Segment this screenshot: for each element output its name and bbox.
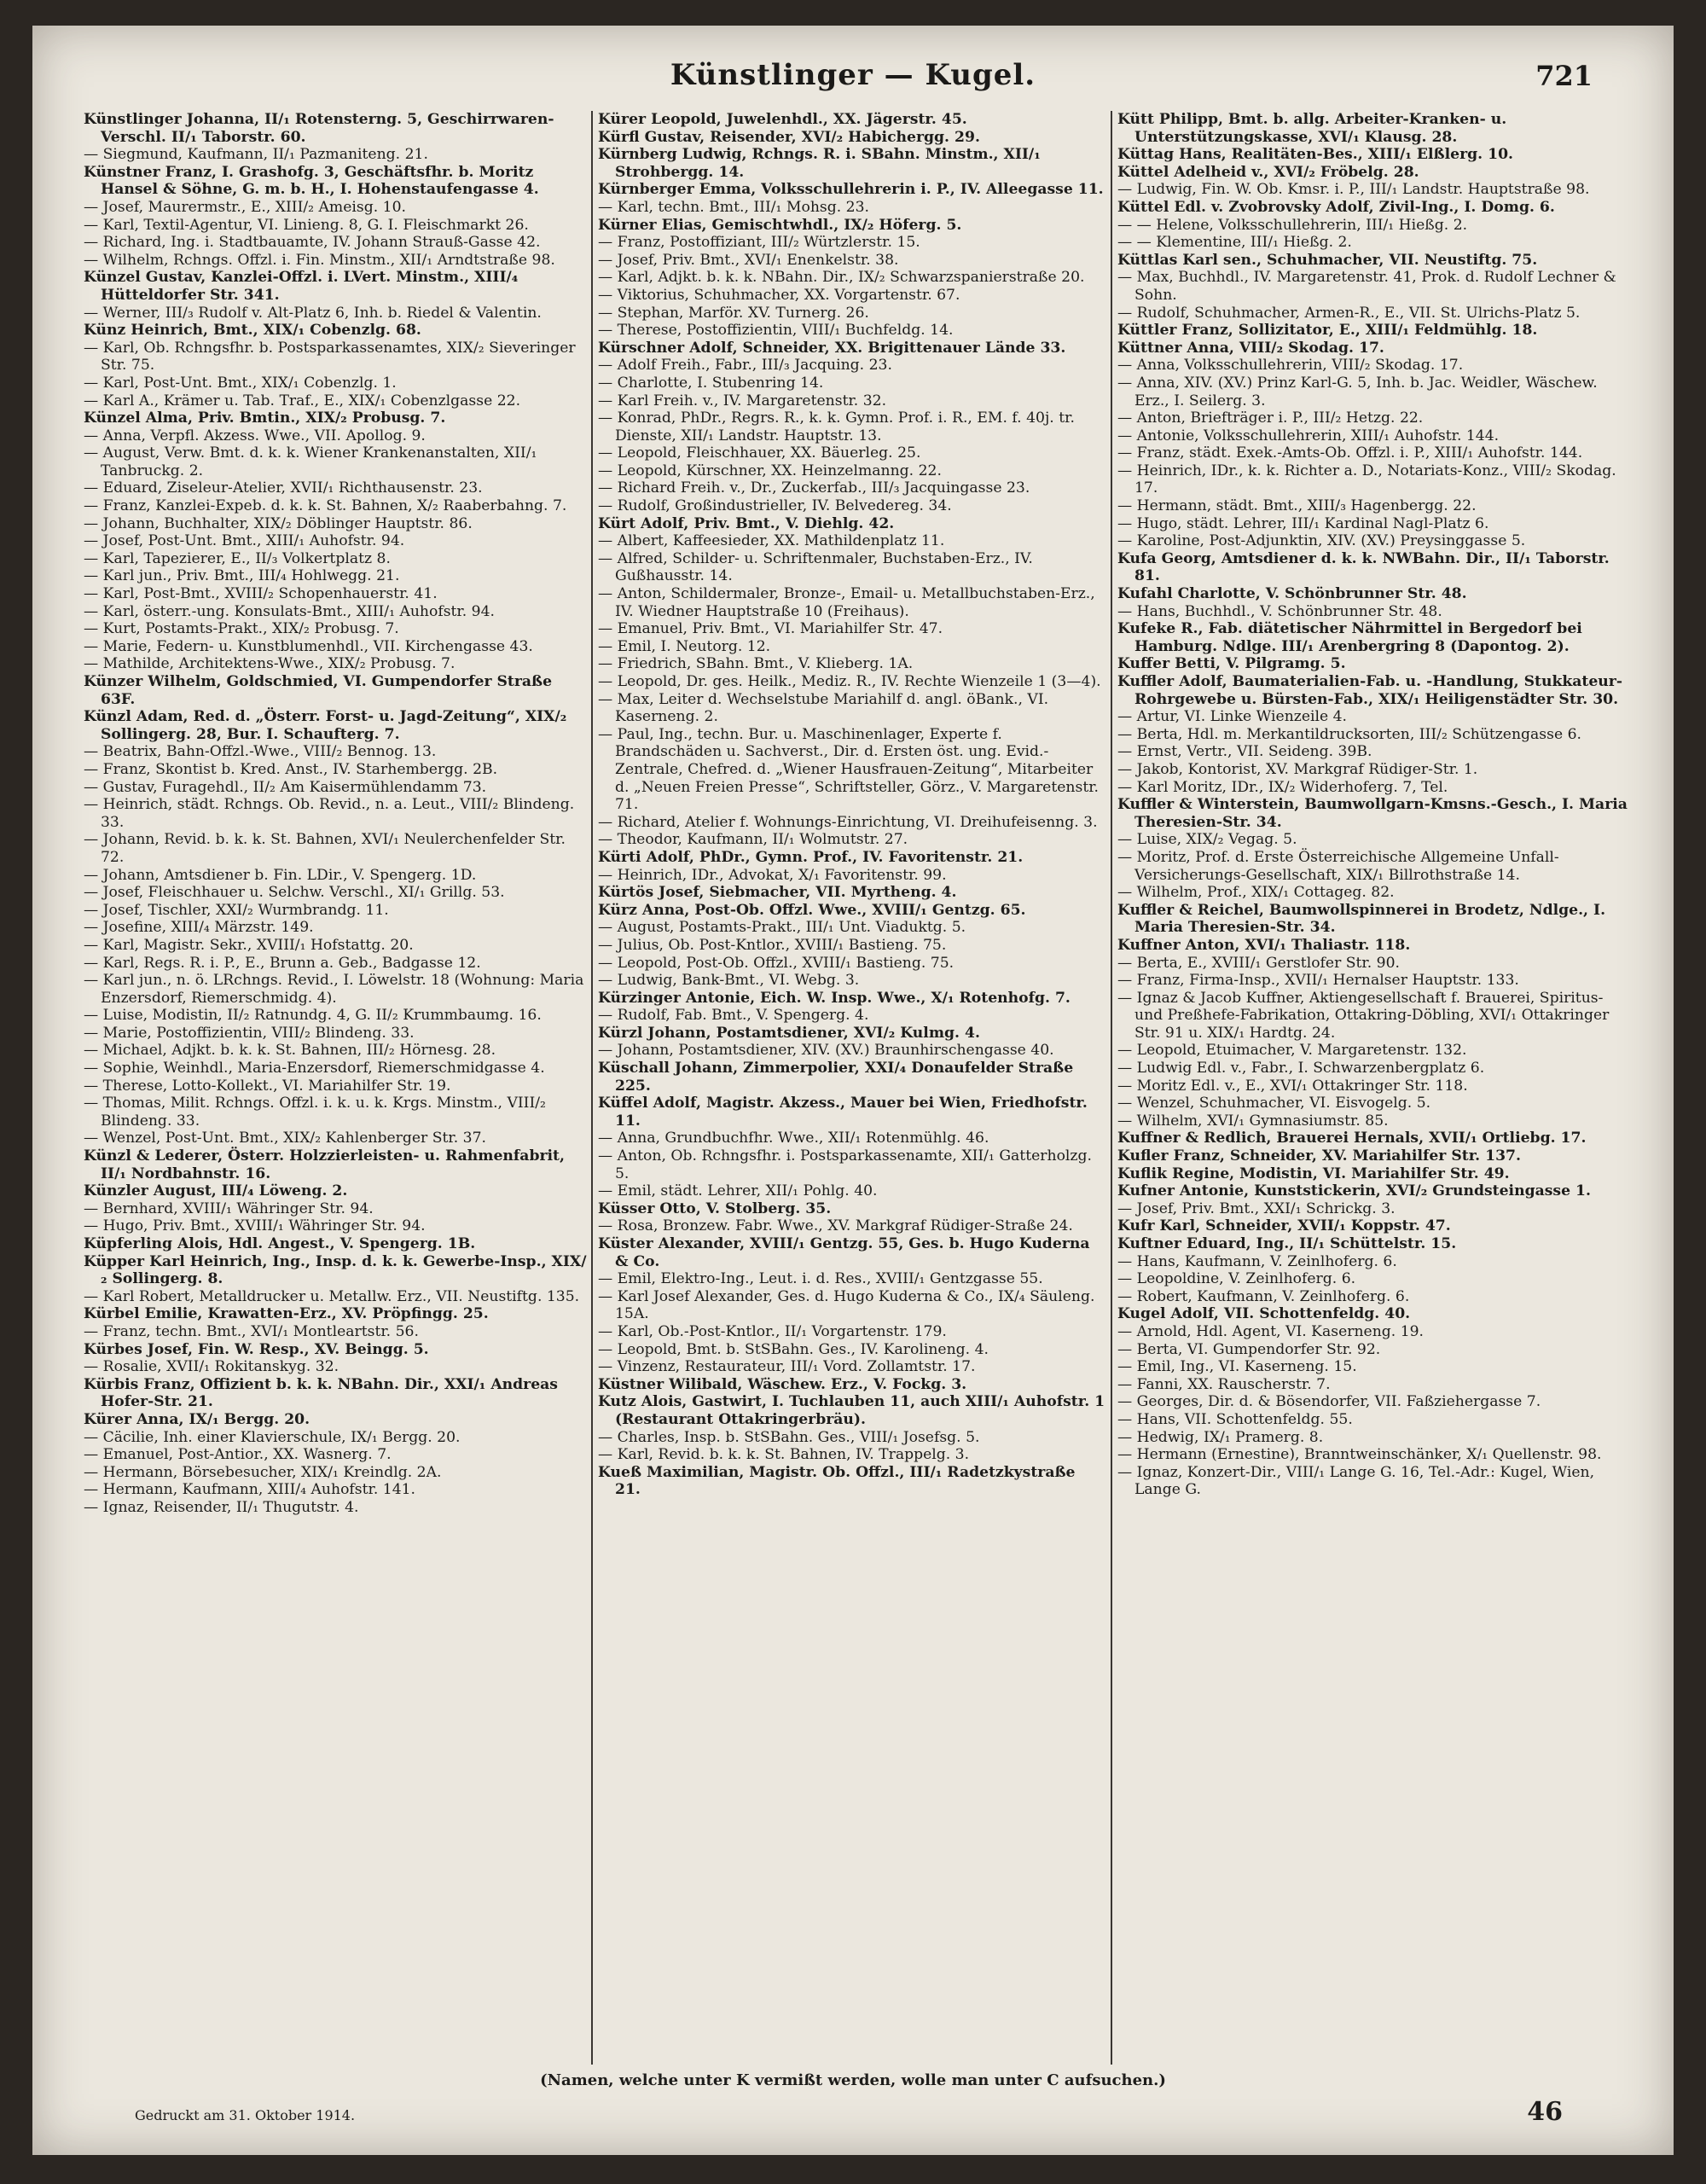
directory-entry-head: Kürti Adolf, PhDr., Gymn. Prof., IV. Favoritenstr. 21.: [598, 848, 1024, 866]
directory-entry-head: Kuffler & Reichel, Baumwollspinnerei in Brodetz, Ndlge., I. Maria Theresien-Str. 34.: [1117, 901, 1606, 937]
directory-entry: — Mathilde, Architektens-Wwe., XIX/₂ Probusg. 7.: [84, 655, 456, 673]
directory-entry: — Therese, Postoffizientin, VIII/₁ Buchfeldg. 14.: [598, 322, 954, 340]
directory-entry: — Ludwig, Bank-Bmt., VI. Webg. 3.: [598, 972, 860, 990]
directory-entry: — Karl, Revid. b. k. k. St. Bahnen, IV. Trappelg. 3.: [598, 1446, 970, 1464]
directory-entry: — Emanuel, Priv. Bmt., VI. Mariahilfer Str. 47.: [598, 620, 943, 638]
directory-entry: — Marie, Federn- u. Kunstblumenhdl., VII. Kirchengasse 43.: [84, 637, 533, 655]
directory-entry: — Max, Buchhdl., IV. Margaretenstr. 41, Prok. d. Rudolf Lechner & Sohn.: [1117, 269, 1616, 304]
directory-entry: — Siegmund, Kaufmann, II/₁ Pazmaniteng. 21.: [84, 146, 428, 164]
directory-entry: — Eduard, Ziseleur-Atelier, XVII/₁ Richthausenstr. 23.: [84, 479, 483, 497]
directory-entry: — Heinrich, IDr., Advokat, X/₁ Favoritenstr. 99.: [598, 866, 947, 884]
directory-entry: — Wilhelm, Prof., XIX/₁ Cottageg. 82.: [1117, 884, 1395, 902]
directory-entry: — Emil, I. Neutorg. 12.: [598, 637, 771, 655]
directory-entry: — Charles, Insp. b. StSBahn. Ges., VIII/₁ Josefsg. 5.: [598, 1428, 980, 1446]
directory-entry-head: Küffel Adolf, Magistr. Akzess., Mauer bei Wien, Friedhofstr. 11.: [598, 1095, 1088, 1130]
directory-entry: — Karl, Post-Unt. Bmt., XIX/₁ Cobenzlg. 1.: [84, 374, 397, 392]
directory-entry-head: Kufa Georg, Amtsdiener d. k. k. NWBahn. Dir., II/₁ Taborstr. 81.: [1117, 549, 1610, 585]
directory-entry: — Karl, techn. Bmt., III/₁ Mohsg. 23.: [598, 198, 869, 216]
directory-entry: — Karl, Textil-Agentur, VI. Linieng. 8, G. I. Fleischmarkt 26.: [84, 216, 529, 234]
directory-entry-head: Küttlas Karl sen., Schuhmacher, VII. Neustiftg. 75.: [1117, 251, 1538, 269]
directory-entry-head: Küster Alexander, XVIII/₁ Gentzg. 55, Ges. b. Hugo Kuderna & Co.: [598, 1235, 1090, 1270]
directory-entry: — Josefine, XIII/₄ Märzstr. 149.: [84, 919, 314, 937]
directory-entry: — — Helene, Volksschullehrerin, III/₁ Hießg. 2.: [1117, 216, 1468, 234]
directory-entry: — Franz, techn. Bmt., XVI/₁ Montleartstr. 56.: [84, 1322, 419, 1340]
directory-entry-head: Künstner Franz, I. Grashofg. 3, Geschäftsfhr. b. Moritz Hansel & Söhne, G. m. b. H., I. Hohenstaufengasse 4.: [84, 163, 539, 199]
footer-note: (Namen, welche unter K vermißt werden, wolle man unter C aufsuchen.): [540, 2071, 1166, 2089]
directory-entry: — Karl, österr.-ung. Konsulats-Bmt., XIII/₁ Auhofstr. 94.: [84, 602, 496, 620]
directory-entry: — Luise, Modistin, II/₂ Ratnundg. 4, G. II/₂ Krummbaumg. 16.: [84, 1007, 542, 1025]
directory-entry-head: Küttler Franz, Sollizitator, E., XIII/₁ Feldmühlg. 18.: [1117, 322, 1538, 340]
directory-entry-head: Kürer Anna, IX/₁ Bergg. 20.: [84, 1410, 310, 1428]
directory-entry-head: Kufr Karl, Schneider, XVII/₁ Koppstr. 47.: [1117, 1217, 1451, 1235]
directory-entry-head: Küsser Otto, V. Stolberg. 35.: [598, 1199, 832, 1217]
directory-entry: — Sophie, Weinhdl., Maria-Enzersdorf, Riemerschmidgasse 4.: [84, 1060, 545, 1077]
directory-entry: — Karl A., Krämer u. Tab. Traf., E., XIX/₁ Cobenzlgasse 22.: [84, 392, 521, 410]
directory-entry: — Thomas, Milit. Rchngs. Offzl. i. k. u. k. Krgs. Minstm., VIII/₂ Blindeng. 33.: [84, 1095, 546, 1130]
directory-entry: — Franz, Postoffiziant, III/₂ Würtzlerstr. 15.: [598, 234, 920, 252]
directory-entry: — Friedrich, SBahn. Bmt., V. Klieberg. 1A.: [598, 655, 914, 673]
directory-entry-head: Künzel Gustav, Kanzlei-Offzl. i. LVert. Minstm., XIII/₄ Hütteldorfer Str. 341.: [84, 269, 519, 304]
directory-entry: — Karoline, Post-Adjunktin, XIV. (XV.) Preysinggasse 5.: [1117, 532, 1526, 550]
directory-entry-head: Küttel Adelheid v., XVI/₂ Fröbelg. 28.: [1117, 163, 1419, 181]
directory-entry: — Julius, Ob. Post-Kntlor., XVIII/₁ Bastieng. 75.: [598, 936, 947, 954]
directory-entry: — Max, Leiter d. Wechselstube Mariahilf d. angl. öBank., VI. Kaserneng. 2.: [598, 690, 1049, 726]
directory-entry: — Emil, städt. Lehrer, XII/₁ Pohlg. 40.: [598, 1182, 878, 1200]
directory-entry: — Karl, Post-Bmt., XVIII/₂ Schopenhauerstr. 41.: [84, 585, 438, 603]
directory-entry-head: Küpferling Alois, Hdl. Angest., V. Spengerg. 1B.: [84, 1235, 476, 1252]
directory-entry-head: Künzel Alma, Priv. Bmtin., XIX/₂ Probusg. 7.: [84, 410, 446, 427]
directory-entry: — Johann, Postamtsdiener, XIV. (XV.) Braunhirschengasse 40.: [598, 1042, 1054, 1060]
directory-entry: — Rudolf, Fab. Bmt., V. Spengerg. 4.: [598, 1007, 869, 1025]
directory-entry: — Anton, Briefträger i. P., III/₂ Hetzg. 22.: [1117, 410, 1424, 427]
directory-entry: — Johann, Revid. b. k. k. St. Bahnen, XVI/₁ Neulerchenfelder Str. 72.: [84, 831, 566, 866]
directory-entry: — Georges, Dir. d. & Bösendorfer, VII. Faßziehergasse 7.: [1117, 1393, 1541, 1411]
directory-entry: — August, Verw. Bmt. d. k. k. Wiener Krankenanstalten, XII/₁ Tanbruckg. 2.: [84, 444, 537, 479]
directory-entry: — Franz, Skontist b. Kred. Anst., IV. Starhembergg. 2B.: [84, 760, 498, 778]
directory-entry: — Ludwig Edl. v., Fabr., I. Schwarzenbergplatz 6.: [1117, 1060, 1485, 1077]
directory-entry-head: Küstner Wilibald, Wäschew. Erz., V. Fockg. 3.: [598, 1375, 967, 1393]
directory-entry: — Moritz, Prof. d. Erste Österreichische Allgemeine Unfall-Versicherungs-Gesellschaft, XIX/₁ Billrothstraße 14.: [1117, 848, 1559, 884]
directory-entry: — Johann, Amtsdiener b. Fin. LDir., V. Spengerg. 1D.: [84, 866, 477, 884]
directory-entry: — Leopold, Kürschner, XX. Heinzelmanng. 22.: [598, 462, 942, 479]
directory-entry: — Rosalie, XVII/₁ Rokitanskyg. 32.: [84, 1358, 339, 1376]
directory-entry: — Viktorius, Schuhmacher, XX. Vorgartenstr. 67.: [598, 286, 960, 304]
directory-entry: — Hermann, städt. Bmt., XIII/₃ Hagenbergg. 22.: [1117, 497, 1477, 515]
print-date: Gedruckt am 31. Oktober 1914.: [135, 2107, 356, 2123]
directory-entry: — Artur, VI. Linke Wienzeile 4.: [1117, 708, 1348, 726]
directory-entry: — Anna, XIV. (XV.) Prinz Karl-G. 5, Inh. b. Jac. Weidler, Wäschew. Erz., I. Seilerg. 3.: [1117, 374, 1598, 410]
directory-entry-head: Kürz Anna, Post-Ob. Offzl. Wwe., XVIII/₁ Gentzg. 65.: [598, 901, 1026, 919]
directory-entry: — Wilhelm, Rchngs. Offzl. i. Fin. Minstm., XII/₁ Arndtstraße 98.: [84, 251, 555, 269]
directory-entry: — Anton, Ob. Rchngsfhr. i. Postsparkassenamte, XII/₁ Gatterholzg. 5.: [598, 1147, 1092, 1182]
directory-entry: — Hans, Kaufmann, V. Zeinlhoferg. 6.: [1117, 1252, 1397, 1270]
directory-entry: — Karl, Regs. R. i. P., E., Brunn a. Geb., Badgasse 12.: [84, 954, 481, 972]
directory-entry: — Charlotte, I. Stubenring 14.: [598, 374, 824, 392]
page-title: Künstlinger — Kugel.: [670, 58, 1036, 92]
directory-entry: — Rudolf, Großindustrieller, IV. Belvedereg. 34.: [598, 497, 952, 515]
directory-entry: — Albert, Kaffeesieder, XX. Mathildenplatz 11.: [598, 532, 945, 550]
directory-entry: — Ignaz, Reisender, II/₁ Thugutstr. 4.: [84, 1498, 359, 1516]
directory-entry-head: Kürbis Franz, Offizient b. k. k. NBahn. Dir., XXI/₁ Andreas Hofer-Str. 21.: [84, 1375, 558, 1411]
directory-entry: — Karl, Ob.-Post-Kntlor., II/₁ Vorgartenstr. 179.: [598, 1322, 947, 1340]
directory-entry: — Berta, VI. Gumpendorfer Str. 92.: [1117, 1340, 1381, 1358]
directory-entry: — Leopoldine, V. Zeinlhoferg. 6.: [1117, 1270, 1356, 1288]
directory-entry-head: Kuflik Regine, Modistin, VI. Mariahilfer Str. 49.: [1117, 1165, 1510, 1182]
directory-entry: — Leopold, Dr. ges. Heilk., Mediz. R., IV. Rechte Wienzeile 1 (3—4).: [598, 673, 1101, 690]
directory-entry: — Anna, Grundbuchfhr. Wwe., XII/₁ Rotenmühlg. 46.: [598, 1130, 989, 1147]
directory-entry: — Johann, Buchhalter, XIX/₂ Döblinger Hauptstr. 86.: [84, 514, 473, 532]
directory-entry-head: Kürt Adolf, Priv. Bmt., V. Diehlg. 42.: [598, 514, 895, 532]
directory-entry-head: Kürnberg Ludwig, Rchngs. R. i. SBahn. Minstm., XII/₁ Strohbergg. 14.: [598, 146, 1041, 181]
directory-entry: — Kurt, Postamts-Prakt., XIX/₂ Probusg. 7.: [84, 620, 399, 638]
sheet-number: 46: [1527, 2097, 1563, 2127]
directory-entry-head: Küschall Johann, Zimmerpolier, XXI/₄ Donaufelder Straße 225.: [598, 1060, 1074, 1095]
directory-entry-head: Küttner Anna, VIII/₂ Skodag. 17.: [1117, 339, 1384, 357]
directory-entry: — Marie, Postoffizientin, VIII/₂ Blindeng. 33.: [84, 1024, 415, 1042]
directory-entry: — Josef, Fleischhauer u. Selchw. Verschl., XI/₁ Grillg. 53.: [84, 884, 505, 902]
directory-entry: — Richard, Atelier f. Wohnungs-Einrichtung, VI. Dreihufeisenng. 3.: [598, 813, 1098, 831]
directory-entry: — Gustav, Furagehdl., II/₂ Am Kaisermühlendamm 73.: [84, 778, 487, 796]
directory-entry: — Karl, Tapezierer, E., II/₃ Volkertplatz 8.: [84, 549, 391, 567]
directory-entry: — Arnold, Hdl. Agent, VI. Kaserneng. 19.: [1117, 1322, 1425, 1340]
directory-entry: — Karl, Adjkt. b. k. k. NBahn. Dir., IX/₂ Schwarzspanierstraße 20.: [598, 269, 1085, 287]
directory-entry-head: Kuffer Betti, V. Pilgramg. 5.: [1117, 655, 1346, 673]
directory-entry: — Hermann (Ernestine), Branntweinschänker, X/₁ Quellenstr. 98.: [1117, 1446, 1602, 1464]
directory-entry: — Paul, Ing., techn. Bur. u. Maschinenlager, Experte f. Brandschäden u. Sachverst., Dir. d. Ersten öst. ung. Evid.-Zentrale, Chefred. d. „Wiener Hausfrauen-Zeitung“, Mitarbeiter d. „Neuen Freien Presse“, Schriftsteller, Görz., V. Margaretenstr. 71.: [598, 725, 1100, 814]
directory-entry: — Theodor, Kaufmann, II/₁ Wolmutstr. 27.: [598, 831, 908, 849]
directory-entry-head: Kufler Franz, Schneider, XV. Mariahilfer Str. 137.: [1117, 1147, 1521, 1165]
directory-entry: — Heinrich, städt. Rchngs. Ob. Revid., n. a. Leut., VIII/₂ Blindeng. 33.: [84, 796, 575, 831]
directory-entry-head: Küttag Hans, Realitäten-Bes., XIII/₁ Elßlerg. 10.: [1117, 146, 1514, 164]
directory-entry-head: Kürfl Gustav, Reisender, XVI/₂ Habichergg. 29.: [598, 128, 980, 146]
column-middle: [598, 111, 1105, 2065]
directory-entry: — Richard, Ing. i. Stadtbauamte, IV. Johann Strauß-Gasse 42.: [84, 234, 541, 252]
directory-entry: — Richard Freih. v., Dr., Zuckerfab., III/₃ Jacquingasse 23.: [598, 479, 1030, 497]
directory-entry-head: Kugel Adolf, VII. Schottenfeldg. 40.: [1117, 1305, 1411, 1323]
directory-entry: — Emil, Ing., VI. Kaserneng. 15.: [1117, 1358, 1357, 1376]
directory-entry: — Berta, E., XVIII/₁ Gerstlofer Str. 90.: [1117, 954, 1401, 972]
directory-entry: — Josef, Tischler, XXI/₂ Wurmbrandg. 11.: [84, 901, 389, 919]
directory-entry: — Fanni, XX. Rauscherstr. 7.: [1117, 1375, 1331, 1393]
directory-entry: — Hermann, Börsebesucher, XIX/₁ Kreindlg. 2A.: [84, 1463, 442, 1481]
directory-entry: — Karl Josef Alexander, Ges. d. Hugo Kuderna & Co., IX/₄ Säuleng. 15A.: [598, 1287, 1095, 1323]
directory-entry: — Karl jun., Priv. Bmt., III/₄ Hohlwegg. 21.: [84, 567, 400, 585]
directory-entry: — — Klementine, III/₁ Hießg. 2.: [1117, 234, 1352, 252]
directory-entry: — Hedwig, IX/₁ Pramerg. 8.: [1117, 1428, 1324, 1446]
directory-entry: — Karl, Magistr. Sekr., XVIII/₁ Hofstattg. 20.: [84, 936, 414, 954]
directory-entry-head: Künstlinger Johanna, II/₁ Rotensterng. 5, Geschirrwaren-Verschl. II/₁ Taborstr. 60.: [84, 111, 554, 146]
directory-entry-head: Künzl & Lederer, Österr. Holzzierleisten- u. Rahmenfabrit, II/₁ Nordbahnstr. 16.: [84, 1147, 565, 1182]
directory-entry: — Berta, Hdl. m. Merkantildrucksorten, III/₂ Schützengasse 6.: [1117, 725, 1581, 743]
directory-entry: — Alfred, Schilder- u. Schriftenmaler, Buchstaben-Erz., IV. Gußhausstr. 14.: [598, 549, 1033, 585]
directory-entry: — Ludwig, Fin. W. Ob. Kmsr. i. P., III/₁ Landstr. Hauptstraße 98.: [1117, 181, 1590, 199]
directory-entry: — Michael, Adjkt. b. k. k. St. Bahnen, III/₂ Hörnesg. 28.: [84, 1042, 496, 1060]
directory-entry: — Anna, Volksschullehrerin, VIII/₂ Skodag. 17.: [1117, 357, 1464, 375]
directory-entry: — Anna, Verpfl. Akzess. Wwe., VII. Apollog. 9.: [84, 427, 426, 444]
directory-entry-head: Küpper Karl Heinrich, Ing., Insp. d. k. k. Gewerbe-Insp., XIX/₂ Sollingerg. 8.: [84, 1252, 587, 1288]
directory-entry-head: Kütt Philipp, Bmt. b. allg. Arbeiter-Kranken- u. Unterstützungskasse, XVI/₁ Klausg. 28.: [1117, 111, 1507, 146]
directory-entry: — Rosa, Bronzew. Fabr. Wwe., XV. Markgraf Rüdiger-Straße 24.: [598, 1217, 1073, 1235]
directory-entry: — Wilhelm, XVI/₁ Gymnasiumstr. 85.: [1117, 1112, 1389, 1130]
directory-entry: — Luise, XIX/₂ Vegag. 5.: [1117, 831, 1297, 849]
directory-entry: — Cäcilie, Inh. einer Klavierschule, IX/₁ Bergg. 20.: [84, 1428, 461, 1446]
directory-entry: — Franz, Firma-Insp., XVII/₁ Hernalser Hauptstr. 133.: [1117, 972, 1519, 990]
directory-entry-head: Kürnberger Emma, Volksschullehrerin i. P., IV. Alleegasse 11.: [598, 181, 1104, 199]
directory-entry: — Josef, Maurermstr., E., XIII/₂ Ameisg. 10.: [84, 198, 406, 216]
directory-entry-head: Kuftner Eduard, Ing., II/₁ Schüttelstr. 15.: [1117, 1235, 1457, 1252]
directory-entry-head: Kürbes Josef, Fin. W. Resp., XV. Beingg. 5.: [84, 1340, 429, 1358]
page-number: 721: [1535, 60, 1593, 92]
directory-entry: — Karl Moritz, IDr., IX/₂ Widerhoferg. 7, Tel.: [1117, 778, 1448, 796]
directory-entry-head: Kürtös Josef, Siebmacher, VII. Myrtheng. 4.: [598, 884, 957, 902]
directory-entry-head: Kürschner Adolf, Schneider, XX. Brigittenauer Lände 33.: [598, 339, 1066, 357]
directory-entry: — Werner, III/₃ Rudolf v. Alt-Platz 6, Inh. b. Riedel & Valentin.: [84, 304, 542, 322]
directory-entry: — Emanuel, Post-Antior., XX. Wasnerg. 7.: [84, 1446, 392, 1464]
directory-entry-head: Kürzinger Antonie, Eich. W. Insp. Wwe., X/₁ Rotenhofg. 7.: [598, 989, 1071, 1007]
directory-entry: — Josef, Priv. Bmt., XVI/₁ Enenkelstr. 38.: [598, 251, 899, 269]
directory-entry: — Konrad, PhDr., Regrs. R., k. k. Gymn. Prof. i. R., EM. f. 40j. tr. Dienste, XII/₁ Landstr. Hauptstr. 13.: [598, 410, 1075, 444]
directory-entry: — Wenzel, Post-Unt. Bmt., XIX/₂ Kahlenberger Str. 37.: [84, 1130, 486, 1147]
directory-entry: — Hermann, Kaufmann, XIII/₄ Auhofstr. 141.: [84, 1481, 416, 1499]
directory-entry: — Robert, Kaufmann, V. Zeinlhoferg. 6.: [1117, 1287, 1410, 1305]
directory-entry: — Karl Freih. v., IV. Margaretenstr. 32.: [598, 392, 887, 410]
directory-entry-head: Kuffler Adolf, Baumaterialien-Fab. u. -Handlung, Stukkateur-Rohrgewebe u. Bürsten-Fab., XIX/₁ Heiligenstädter Str. 30.: [1117, 673, 1622, 708]
directory-entry: — Bernhard, XVIII/₁ Währinger Str. 94.: [84, 1199, 374, 1217]
directory-entry-head: Kufeke R., Fab. diätetischer Nährmittel in Bergedorf bei Hamburg. Ndlge. III/₁ Arenbergring 8 (Dapontog. 2).: [1117, 620, 1582, 655]
column-left: [84, 111, 587, 2065]
directory-entry-head: Küttel Edl. v. Zvobrovsky Adolf, Zivil-Ing., I. Domg. 6.: [1117, 198, 1555, 216]
directory-entry: — Stephan, Marför. XV. Turnerg. 26.: [598, 304, 869, 322]
directory-page: [32, 26, 1674, 2155]
directory-entry: — Karl jun., n. ö. LRchngs. Revid., I. Löwelstr. 18 (Wohnung: Maria Enzersdorf, Riemerschmidg. 4).: [84, 972, 584, 1007]
directory-entry: — Karl Robert, Metalldrucker u. Metallw. Erz., VII. Neustiftg. 135.: [84, 1287, 580, 1305]
directory-entry: — Karl, Ob. Rchngsfhr. b. Postsparkassenamtes, XIX/₂ Sieveringer Str. 75.: [84, 339, 576, 375]
directory-entry: — Adolf Freih., Fabr., III/₃ Jacquing. 23.: [598, 357, 892, 375]
directory-entry: — Jakob, Kontorist, XV. Markgraf Rüdiger-Str. 1.: [1117, 760, 1478, 778]
directory-entry: — Vinzenz, Restaurateur, III/₁ Vord. Zollamtstr. 17.: [598, 1358, 976, 1376]
directory-entry: — Anton, Schildermaler, Bronze-, Email- u. Metallbuchstaben-Erz., IV. Wiedner Hauptstraße 10 (Freihaus).: [598, 585, 1095, 620]
directory-entry-head: Künzl Adam, Red. d. „Österr. Forst- u. Jagd-Zeitung“, XIX/₂ Sollingerg. 28, Bur. I. Schaufterg. 7.: [84, 708, 567, 743]
directory-entry: — Ernst, Vertr., VII. Seideng. 39B.: [1117, 743, 1372, 761]
directory-entry: — Beatrix, Bahn-Offzl.-Wwe., VIII/₂ Bennog. 13.: [84, 743, 437, 761]
directory-entry-head: Kuffler & Winterstein, Baumwollgarn-Kmsns.-Gesch., I. Maria Theresien-Str. 34.: [1117, 796, 1628, 831]
directory-entry: — Hugo, Priv. Bmt., XVIII/₁ Währinger Str. 94.: [84, 1217, 426, 1235]
directory-entry: — Leopold, Fleischhauer, XX. Bäuerleg. 25.: [598, 444, 921, 462]
directory-entry-head: Kutz Alois, Gastwirt, I. Tuchlauben 11, auch XIII/₁ Auhofstr. 1 (Restaurant Ottakringerbräu).: [598, 1393, 1105, 1428]
column-divider: [1111, 111, 1112, 2065]
directory-entry: — Wenzel, Schuhmacher, VI. Eisvogelg. 5.: [1117, 1095, 1431, 1112]
column-right: [1117, 111, 1629, 2065]
directory-entry: — Heinrich, IDr., k. k. Richter a. D., Notariats-Konz., VIII/₂ Skodag. 17.: [1117, 462, 1616, 497]
directory-entry: — Hans, VII. Schottenfeldg. 55.: [1117, 1410, 1353, 1428]
directory-entry: — Antonie, Volksschullehrerin, XIII/₁ Auhofstr. 144.: [1117, 427, 1500, 444]
directory-entry: — Leopold, Bmt. b. StSBahn. Ges., IV. Karolineng. 4.: [598, 1340, 989, 1358]
directory-entry: — Therese, Lotto-Kollekt., VI. Mariahilfer Str. 19.: [84, 1077, 451, 1095]
directory-entry-head: Kueß Maximilian, Magistr. Ob. Offzl., III/₁ Radetzkystraße 21.: [598, 1463, 1076, 1499]
directory-entry: — Leopold, Etuimacher, V. Margaretenstr. 132.: [1117, 1042, 1467, 1060]
directory-entry: — Josef, Post-Unt. Bmt., XIII/₁ Auhofstr. 94.: [84, 532, 405, 550]
directory-entry: — Hans, Buchhdl., V. Schönbrunner Str. 48.: [1117, 602, 1442, 620]
directory-entry-head: Künzer Wilhelm, Goldschmied, VI. Gumpendorfer Straße 63F.: [84, 673, 553, 708]
directory-entry-head: Kufahl Charlotte, V. Schönbrunner Str. 48.: [1117, 585, 1467, 603]
directory-entry: — Emil, Elektro-Ing., Leut. i. d. Res., XVIII/₁ Gentzgasse 55.: [598, 1270, 1043, 1288]
directory-entry: — Franz, Kanzlei-Expeb. d. k. k. St. Bahnen, X/₂ Raaberbahng. 7.: [84, 497, 567, 515]
directory-entry: — Hugo, städt. Lehrer, III/₁ Kardinal Nagl-Platz 6.: [1117, 514, 1489, 532]
directory-entry-head: Kufner Antonie, Kunststickerin, XVI/₂ Grundsteingasse 1.: [1117, 1182, 1591, 1200]
directory-entry-head: Kuffner & Redlich, Brauerei Hernals, XVII/₁ Ortliebg. 17.: [1117, 1130, 1587, 1147]
directory-entry: — Franz, städt. Exek.-Amts-Ob. Offzl. i. P., XIII/₁ Auhofstr. 144.: [1117, 444, 1583, 462]
directory-entry: — August, Postamts-Prakt., III/₁ Unt. Viaduktg. 5.: [598, 919, 966, 937]
directory-entry-head: Kürner Elias, Gemischtwhdl., IX/₂ Höferg. 5.: [598, 216, 962, 234]
column-divider: [591, 111, 593, 2065]
directory-entry: — Ignaz, Konzert-Dir., VIII/₁ Lange G. 16, Tel.-Adr.: Kugel, Wien, Lange G.: [1117, 1463, 1595, 1499]
directory-entry-head: Kuffner Anton, XVI/₁ Thaliastr. 118.: [1117, 936, 1411, 954]
directory-entry-head: Kürzl Johann, Postamtsdiener, XVI/₂ Kulmg. 4.: [598, 1024, 980, 1042]
directory-entry: — Moritz Edl. v., E., XVI/₁ Ottakringer Str. 118.: [1117, 1077, 1468, 1095]
directory-entry: — Rudolf, Schuhmacher, Armen-R., E., VII. St. Ulrichs-Platz 5.: [1117, 304, 1581, 322]
directory-entry-head: Kürbel Emilie, Krawatten-Erz., XV. Pröpfingg. 25.: [84, 1305, 489, 1323]
directory-entry-head: Künzler August, III/₄ Löweng. 2.: [84, 1182, 348, 1200]
directory-entry: — Josef, Priv. Bmt., XXI/₁ Schrickg. 3.: [1117, 1199, 1396, 1217]
directory-entry: — Ignaz & Jacob Kuffner, Aktiengesellschaft f. Brauerei, Spiritus- und Preßhefe-Fabrikation, Ottakring-Döbling, XVI/₁ Ottakringer Str. 91 u. XIX/₁ Hardtg. 24.: [1117, 989, 1610, 1042]
directory-entry: — Leopold, Post-Ob. Offzl., XVIII/₁ Bastieng. 75.: [598, 954, 955, 972]
directory-entry-head: Künz Heinrich, Bmt., XIX/₁ Cobenzlg. 68.: [84, 322, 421, 340]
directory-entry-head: Kürer Leopold, Juwelenhdl., XX. Jägerstr. 45.: [598, 111, 967, 128]
